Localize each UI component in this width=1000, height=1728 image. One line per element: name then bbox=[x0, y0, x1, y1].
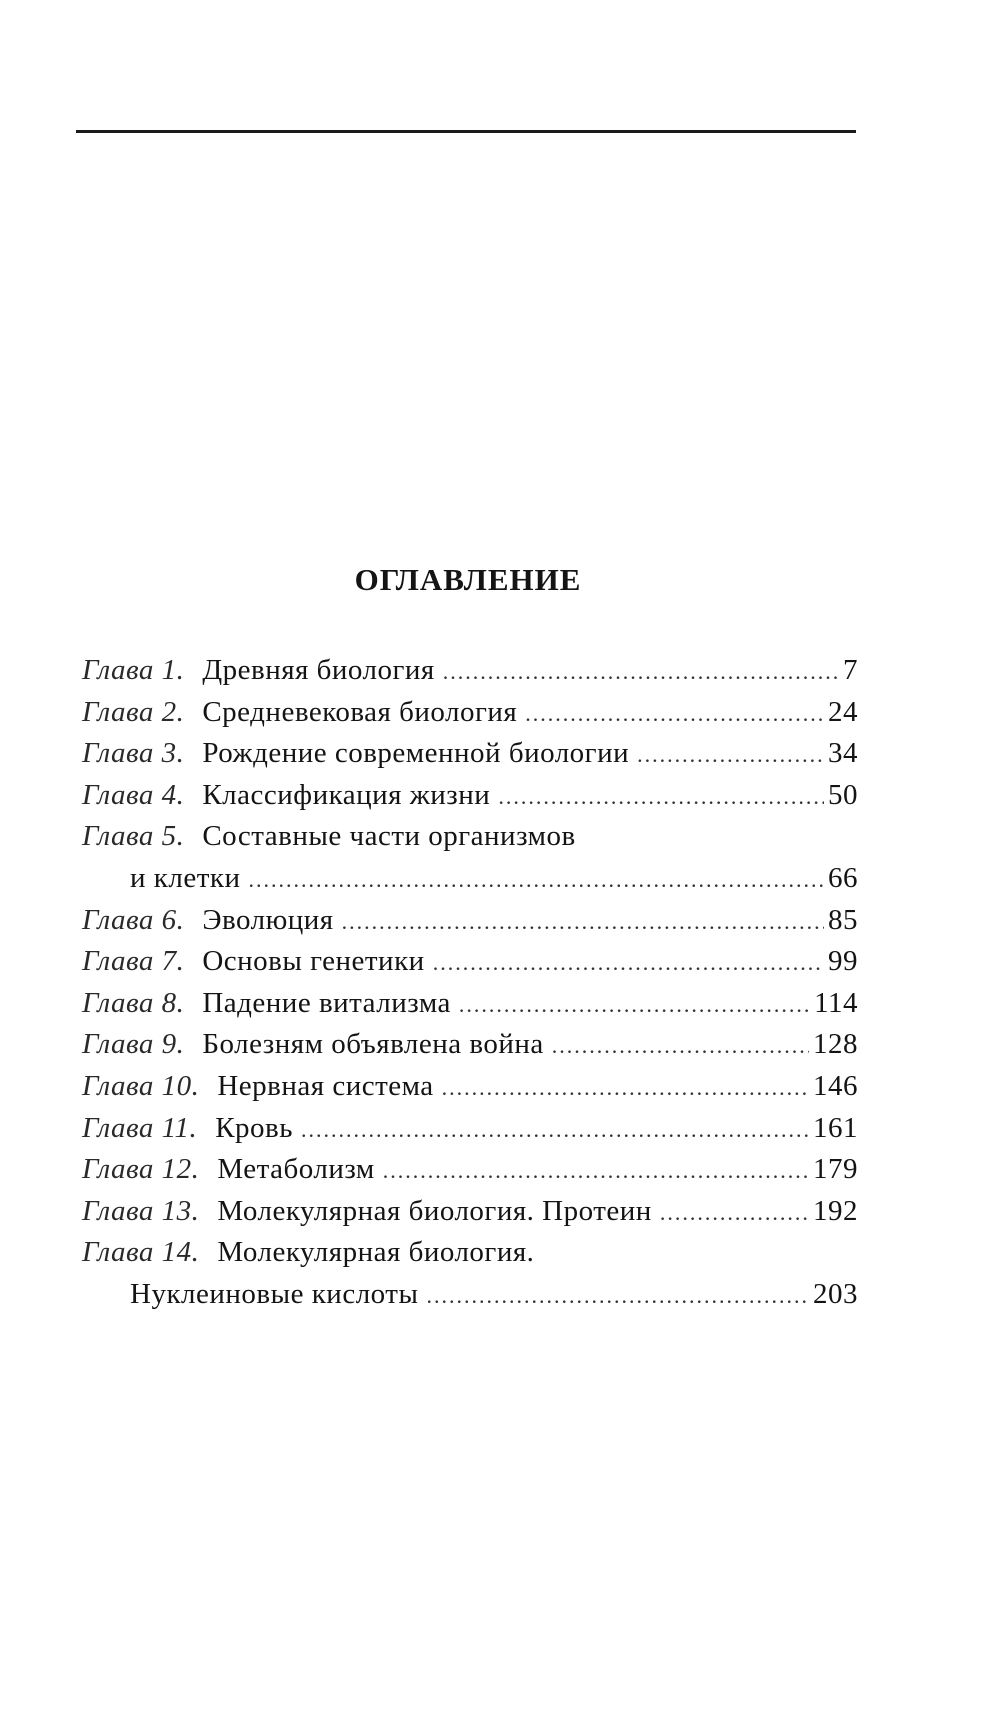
chapter-label: Глава 1. bbox=[82, 654, 185, 686]
toc-entry[interactable] bbox=[82, 1191, 858, 1233]
chapter-title: Древняя биология bbox=[202, 654, 435, 686]
dot-leader bbox=[442, 1067, 809, 1109]
page-number: 192 bbox=[813, 1194, 858, 1227]
page-number: 179 bbox=[813, 1153, 858, 1186]
chapter-title-continuation: и клетки bbox=[130, 861, 241, 894]
page-number: 66 bbox=[828, 861, 858, 894]
toc-line-continuation bbox=[82, 858, 858, 900]
toc-line bbox=[82, 1232, 858, 1274]
chapter-title: Молекулярная биология. Протеин bbox=[217, 1194, 652, 1227]
dot-leader bbox=[459, 984, 810, 1026]
chapter-label: Глава 3. bbox=[82, 737, 185, 770]
toc-entry[interactable] bbox=[82, 1108, 858, 1150]
toc-line bbox=[82, 775, 858, 817]
dot-leader bbox=[342, 901, 824, 943]
page-number: 114 bbox=[814, 986, 858, 1019]
toc-entry[interactable] bbox=[82, 941, 858, 983]
toc-line bbox=[82, 650, 858, 692]
chapter-title-continuation: Нуклеиновые кислоты bbox=[130, 1277, 419, 1310]
toc-line bbox=[82, 1191, 858, 1233]
dot-leader bbox=[637, 734, 824, 776]
toc-entry[interactable] bbox=[82, 775, 858, 817]
chapter-label: Глава 14. bbox=[82, 1236, 200, 1269]
page-number: 85 bbox=[828, 903, 858, 936]
toc-line bbox=[82, 900, 858, 942]
toc-line bbox=[82, 692, 858, 734]
chapter-label: Глава 8. bbox=[82, 986, 185, 1019]
chapter-label: Глава 9. bbox=[82, 1028, 185, 1061]
dot-leader bbox=[301, 1109, 809, 1151]
chapter-title: Эволюция bbox=[202, 903, 334, 936]
chapter-title: Составные части организмов bbox=[202, 820, 576, 853]
chapter-label: Глава 13. bbox=[82, 1194, 200, 1227]
toc-line bbox=[82, 1149, 858, 1191]
toc-entry[interactable] bbox=[82, 1024, 858, 1066]
page-number: 203 bbox=[813, 1277, 858, 1310]
page-number: 50 bbox=[828, 778, 858, 811]
toc-line bbox=[82, 1024, 858, 1066]
chapter-title: Молекулярная биология. bbox=[217, 1236, 535, 1269]
dot-leader bbox=[552, 1025, 809, 1067]
page-number: 24 bbox=[828, 695, 858, 728]
toc-line bbox=[82, 983, 858, 1025]
toc-entry[interactable] bbox=[82, 1066, 858, 1108]
dot-leader bbox=[426, 1275, 809, 1317]
toc-line-continuation bbox=[82, 1274, 858, 1316]
chapter-title: Болезням объявлена война bbox=[202, 1028, 544, 1061]
dot-leader bbox=[383, 1150, 809, 1192]
chapter-title: Метаболизм bbox=[217, 1153, 375, 1186]
chapter-title: Кровь bbox=[215, 1111, 293, 1144]
toc-entry[interactable] bbox=[82, 733, 858, 775]
page-number: 34 bbox=[828, 737, 858, 770]
toc-entry[interactable] bbox=[82, 1149, 858, 1191]
chapter-label: Глава 7. bbox=[82, 945, 185, 978]
page-number: 7 bbox=[843, 654, 858, 686]
chapter-label: Глава 11. bbox=[82, 1111, 198, 1144]
page-number: 99 bbox=[828, 945, 858, 978]
page-number: 161 bbox=[813, 1111, 858, 1144]
chapter-label: Глава 10. bbox=[82, 1069, 200, 1102]
dot-leader bbox=[433, 942, 824, 984]
toc-entry[interactable] bbox=[82, 1232, 858, 1315]
table-of-contents bbox=[82, 650, 858, 1316]
toc-heading: ОГЛАВЛЕНИЕ bbox=[354, 562, 582, 597]
dot-leader bbox=[248, 859, 824, 901]
chapter-title: Падение витализма bbox=[202, 986, 451, 1019]
dot-leader bbox=[660, 1192, 809, 1234]
toc-line bbox=[82, 1108, 858, 1150]
page-number: 146 bbox=[813, 1069, 858, 1102]
chapter-label: Глава 2. bbox=[82, 695, 185, 728]
toc-entry[interactable] bbox=[82, 650, 858, 692]
chapter-label: Глава 4. bbox=[82, 778, 185, 811]
chapter-label: Глава 6. bbox=[82, 903, 185, 936]
chapter-label: Глава 5. bbox=[82, 820, 185, 853]
chapter-title: Классификация жизни bbox=[202, 778, 491, 811]
toc-line bbox=[82, 733, 858, 775]
dot-leader bbox=[498, 776, 824, 818]
toc-line bbox=[82, 941, 858, 983]
toc-line bbox=[82, 1066, 858, 1108]
dot-leader bbox=[443, 651, 839, 693]
chapter-label: Глава 12. bbox=[82, 1153, 200, 1186]
page-number: 128 bbox=[813, 1028, 858, 1061]
toc-entry[interactable] bbox=[82, 900, 858, 942]
chapter-title: Рождение современной биологии bbox=[202, 737, 630, 770]
dot-leader bbox=[525, 693, 824, 735]
top-rule bbox=[76, 130, 856, 133]
toc-entry[interactable] bbox=[82, 816, 858, 899]
toc-line bbox=[82, 816, 858, 858]
toc-entry[interactable] bbox=[82, 692, 858, 734]
chapter-title: Средневековая биология bbox=[202, 695, 518, 728]
chapter-title: Нервная система bbox=[217, 1069, 434, 1102]
toc-entry[interactable] bbox=[82, 983, 858, 1025]
chapter-title: Основы генетики bbox=[202, 945, 425, 978]
